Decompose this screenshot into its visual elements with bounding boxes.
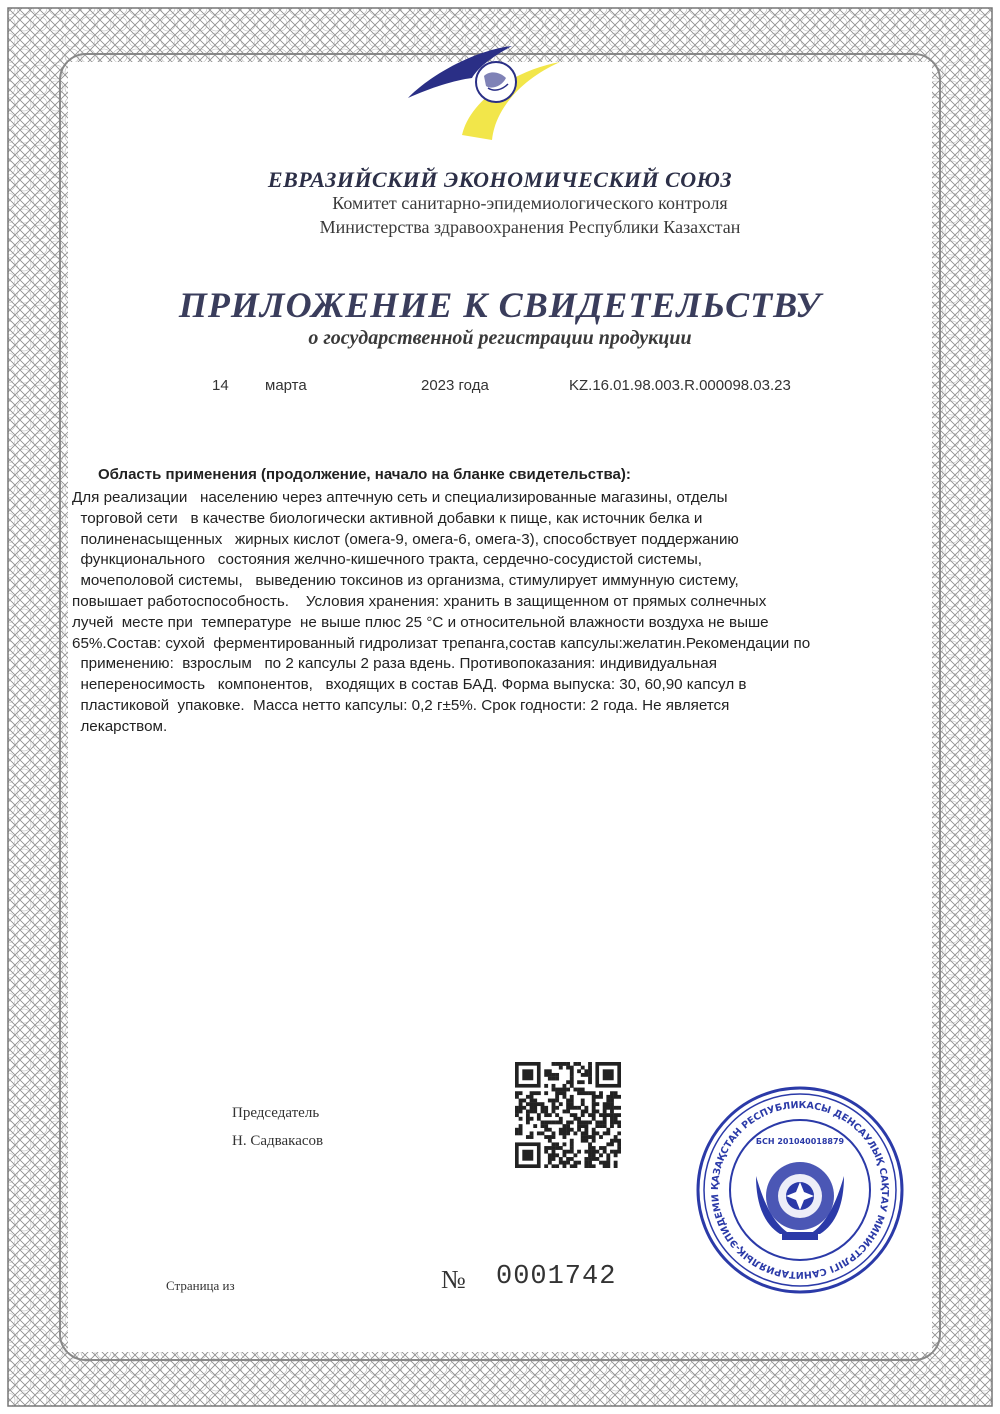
scope-line: пластиковой упаковке. Масса нетто капсулы: 0,2 г±5%. Срок годности: 2 года. Не является	[72, 696, 730, 714]
signatory-role: Председатель	[232, 1105, 320, 1121]
coat-of-arms-icon	[756, 1162, 844, 1240]
scope-line: Для реализации населению через аптечную сеть и специализированные магазины, отделы	[72, 489, 728, 506]
scope-line: повышает работоспособность. Условия хранения: хранить в защищенном от прямых солнечных	[72, 592, 767, 610]
form-number: 0001742	[496, 1262, 617, 1292]
document-title: ПРИЛОЖЕНИЕ К СВИДЕТЕЛЬСТВУ	[178, 285, 822, 325]
scope-line: лекарством.	[72, 717, 168, 735]
scope-heading: Область применения (продолжение, начало на бланке свидетельства):	[98, 466, 631, 483]
signatory-name: Н. Садвакасов	[232, 1133, 324, 1149]
document-subtitle: о государственной регистрации продукции	[308, 327, 692, 349]
scope-line: лучей месте при температуре не выше плюс 25 °С и относительной влажности воздуха не выше	[72, 613, 769, 631]
stamp-ring-text: ҚАЗАҚСТАН РЕСПУБЛИКАСЫ ДЕНСАУЛЫҚ САҚТАУ МИНИСТРЛІГІ САНИТАРИЯЛЫҚ-ЭПИДЕМИ	[709, 1099, 891, 1281]
ministry-name: Министерства здравоохранения Республики Казахстан	[319, 217, 741, 237]
union-name: ЕВРАЗИЙСКИЙ ЭКОНОМИЧЕСКИЙ СОЮЗ	[267, 167, 733, 192]
qr-code	[515, 1062, 621, 1168]
date-day: 14	[212, 377, 229, 394]
scope-line: торговой сети в качестве биологически активной добавки к пище, как источник белка и	[72, 509, 703, 527]
eaeu-logo	[400, 40, 590, 150]
official-stamp	[694, 1084, 906, 1296]
scope-line: мочеполовой системы, выведению токсинов из организма, стимулирует иммунную систему,	[72, 572, 739, 590]
scope-line: полиненасыщенных жирных кислот (омега-9, омега-6, омега-3), способствует поддержанию	[72, 530, 739, 548]
date-year: 2023 года	[421, 377, 489, 394]
committee-name: Комитет санитарно-эпидемиологического контроля	[332, 193, 728, 213]
stamp-bin: БСН 201040018879	[755, 1137, 845, 1146]
registration-number: KZ.16.01.98.003.R.000098.03.23	[569, 377, 791, 394]
page-label: Страница из	[166, 1278, 235, 1293]
date-month: марта	[265, 377, 307, 394]
scope-line: непереносимость компонентов, входящих в состав БАД. Форма выпуска: 30, 60,90 капсул в	[72, 676, 747, 694]
number-sign: №	[441, 1265, 466, 1294]
scope-line: функционального состояния желчно-кишечного тракта, сердечно-сосудистой системы,	[72, 551, 702, 569]
scope-line: 65%.Состав: сухой ферментированный гидролизат трепанга,состав капсулы:желатин.Рекомендации по	[72, 634, 811, 652]
scope-line: применению: взрослым по 2 капсулы 2 раза вдень. Противопоказания: индивидуальная	[72, 655, 717, 673]
scope-text	[72, 488, 938, 738]
